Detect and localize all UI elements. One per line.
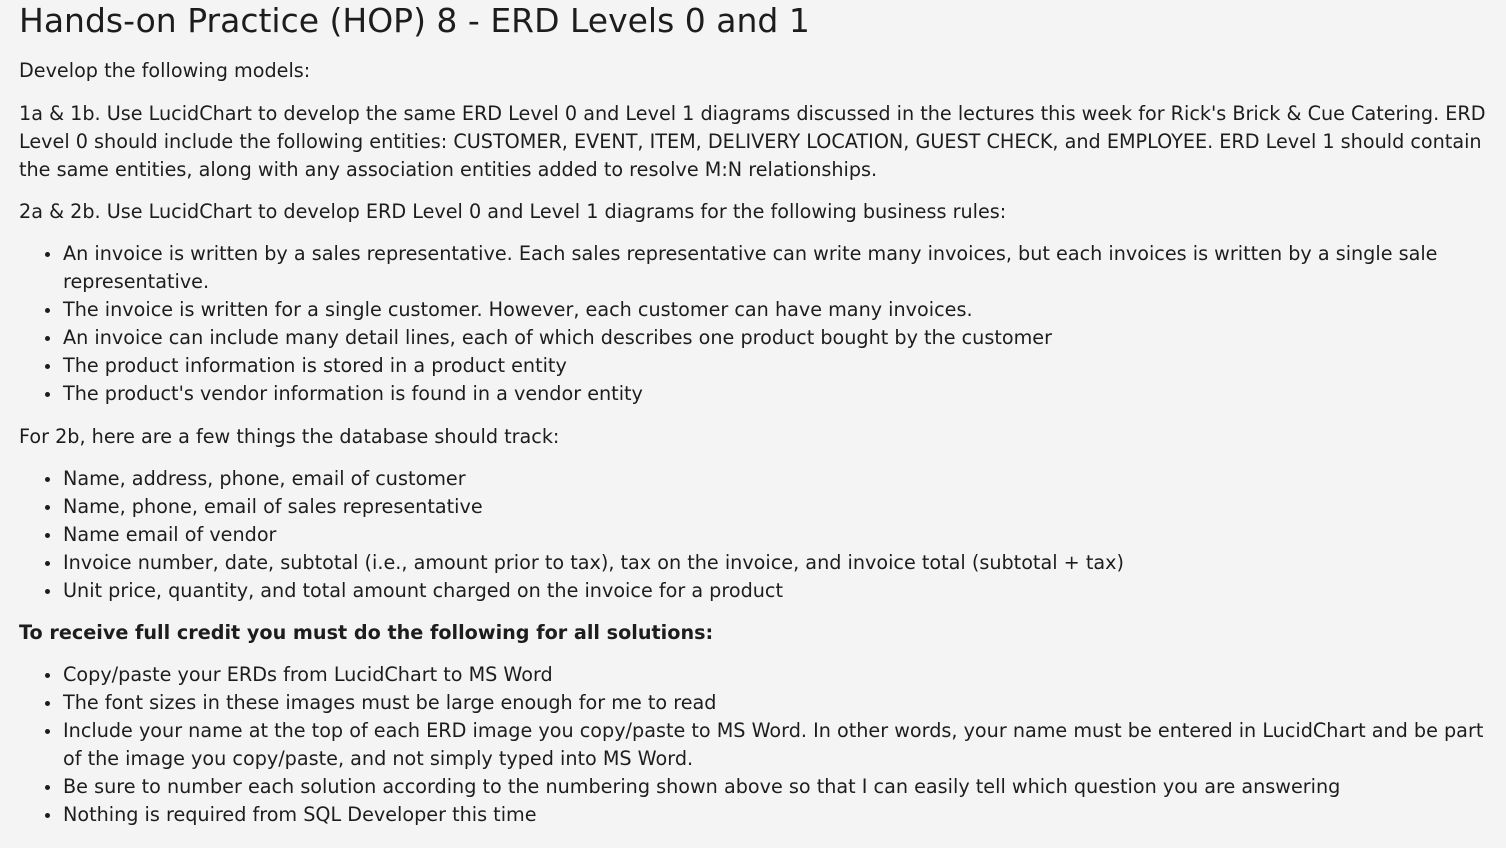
business-rules-list bbox=[19, 240, 1488, 408]
section-1-text: 1a & 1b. Use LucidChart to develop the same ERD Level 0 and Level 1 diagrams discussed in the lectures this week for Rick's Brick & Cue Catering. ERD Level 0 should include the following entities: CUSTOMER, EVENT, ITEM, DELIVERY LOCATION, GUEST CHECK, and EMPLOYEE. ERD Level 1 should contain the same entities, along with any association entities added to resolve M:N relationships. bbox=[19, 102, 1486, 181]
bullet-icon bbox=[45, 701, 50, 706]
list-item: The product information is stored in a product entity bbox=[63, 352, 1488, 380]
credit-heading: To receive full credit you must do the following for all solutions: bbox=[19, 621, 714, 644]
page-title: Hands-on Practice (HOP) 8 - ERD Levels 0 and 1 bbox=[19, 1, 810, 40]
list-item: Include your name at the top of each ERD image you copy/paste to MS Word. In other words, your name must be entered in LucidChart and be part of the image you copy/paste, and not simply typed into MS Word. bbox=[63, 717, 1488, 773]
tracking-list bbox=[19, 465, 1488, 605]
list-item: Name email of vendor bbox=[63, 521, 1488, 549]
list-item: Invoice number, date, subtotal (i.e., amount prior to tax), tax on the invoice, and invoice total (subtotal + tax) bbox=[63, 549, 1488, 577]
list-item: Copy/paste your ERDs from LucidChart to MS Word bbox=[63, 661, 1488, 689]
list-item: An invoice can include many detail lines, each of which describes one product bought by the customer bbox=[63, 324, 1488, 352]
list-item: Unit price, quantity, and total amount charged on the invoice for a product bbox=[63, 577, 1488, 605]
section-3-text: For 2b, here are a few things the database should track: bbox=[19, 425, 560, 448]
list-item: Be sure to number each solution according to the numbering shown above so that I can easily tell which question you are answering bbox=[63, 773, 1488, 801]
bullet-icon bbox=[45, 308, 50, 313]
bullet-icon bbox=[45, 336, 50, 341]
bullet-icon bbox=[45, 252, 50, 257]
bullet-icon bbox=[45, 533, 50, 538]
bullet-icon bbox=[45, 785, 50, 790]
credit-requirements-list bbox=[19, 661, 1488, 829]
list-item: Name, phone, email of sales representative bbox=[63, 493, 1488, 521]
bullet-icon bbox=[45, 364, 50, 369]
bullet-icon bbox=[45, 505, 50, 510]
bullet-icon bbox=[45, 673, 50, 678]
list-item: Name, address, phone, email of customer bbox=[63, 465, 1488, 493]
bullet-icon bbox=[45, 477, 50, 482]
list-item: Nothing is required from SQL Developer this time bbox=[63, 801, 1488, 829]
list-item: An invoice is written by a sales representative. Each sales representative can write many invoices, but each invoices is written by a single sale representative. bbox=[63, 240, 1488, 296]
bullet-icon bbox=[45, 813, 50, 818]
list-item: The product's vendor information is found in a vendor entity bbox=[63, 380, 1488, 408]
list-item: The invoice is written for a single customer. However, each customer can have many invoices. bbox=[63, 296, 1488, 324]
bullet-icon bbox=[45, 561, 50, 566]
bullet-icon bbox=[45, 392, 50, 397]
bullet-icon bbox=[45, 589, 50, 594]
section-2-text: 2a & 2b. Use LucidChart to develop ERD Level 0 and Level 1 diagrams for the following business rules: bbox=[19, 200, 1007, 223]
intro-text: Develop the following models: bbox=[19, 59, 311, 82]
list-item: The font sizes in these images must be large enough for me to read bbox=[63, 689, 1488, 717]
bullet-icon bbox=[45, 729, 50, 734]
